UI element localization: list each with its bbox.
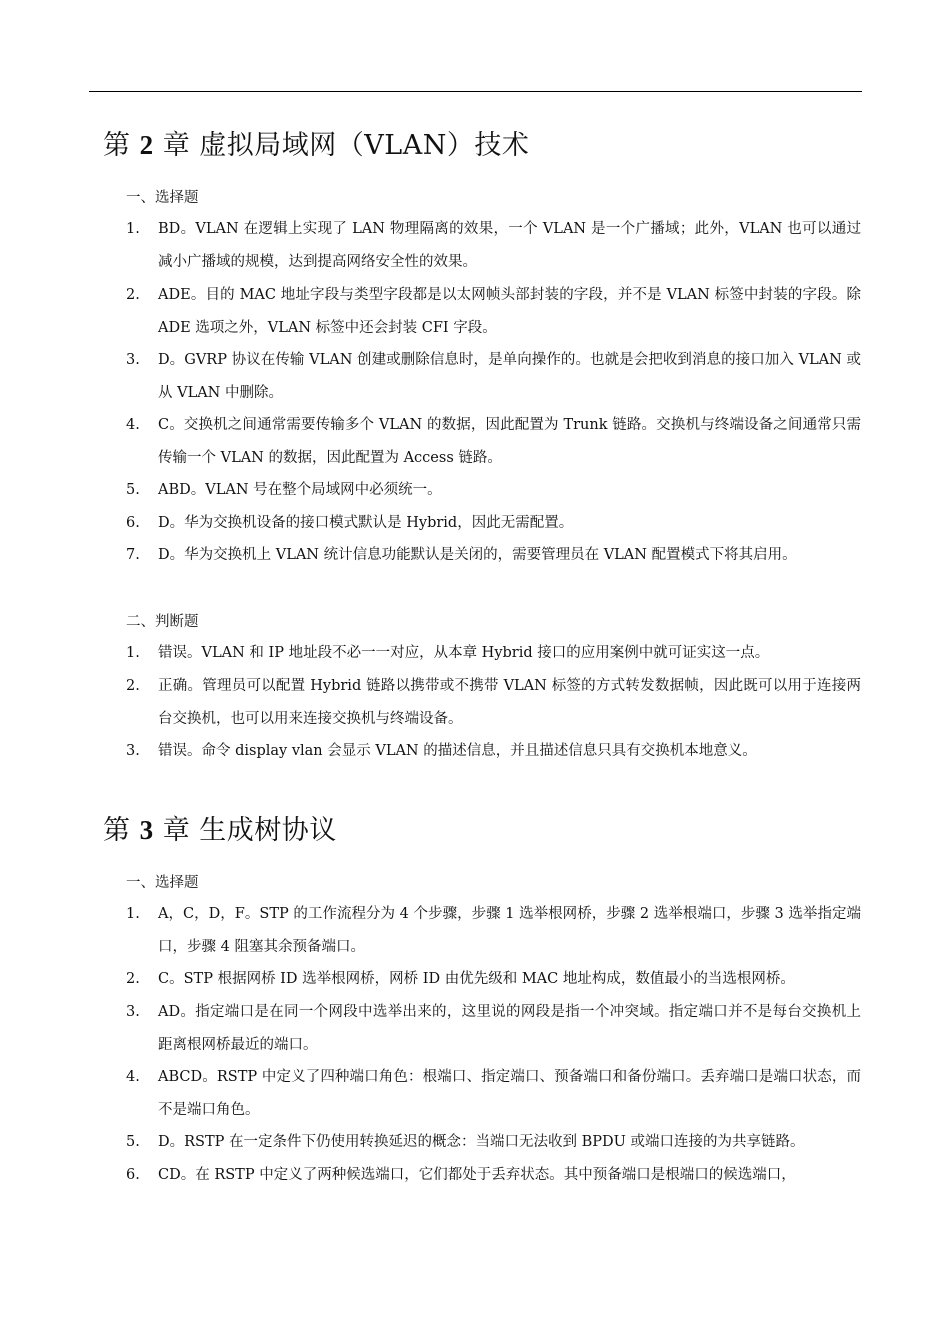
list-item <box>126 344 861 409</box>
item-text: D。华为交换机上 VLAN 统计信息功能默认是关闭的，需要管理员在 VLAN 配置模式下将其启用。 <box>158 547 797 563</box>
item-text: 错误。命令 display vlan 会显示 VLAN 的描述信息，并且描述信息只具有交换机本地意义。 <box>158 743 757 759</box>
chapter-number: 2 <box>139 130 154 160</box>
item-number: 3. <box>126 352 140 368</box>
item-number: 3. <box>126 1004 140 1020</box>
item-text: 正确。管理员可以配置 Hybrid 链路以携带或不携带 VLAN 标签的方式转发数据帧，因此既可以用于连接两台交换机，也可以用来连接交换机与终端设备。 <box>158 678 861 727</box>
item-text: ADE。目的 MAC 地址字段与类型字段都是以太网帧头部封装的字段，并不是 VLAN 标签中封装的字段。除 ADE 选项之外，VLAN 标签中还会封装 CFI 字段。 <box>158 287 861 336</box>
item-text: 错误。VLAN 和 IP 地址段不必一一对应，从本章 Hybrid 接口的应用案例中就可证实这一点。 <box>158 645 770 661</box>
list-item <box>126 507 861 540</box>
item-number: 5. <box>126 1134 140 1150</box>
item-number: 2. <box>126 287 140 303</box>
list-item <box>126 1126 861 1159</box>
chapter-title-text: 章 虚拟局域网（VLAN）技术 <box>162 130 530 161</box>
item-number: 7. <box>126 547 140 563</box>
item-text: A，C，D，F。STP 的工作流程分为 4 个步骤，步骤 1 选举根网桥，步骤 2 选举根端口，步骤 3 选举指定端口，步骤 4 阻塞其余预备端口。 <box>158 906 861 955</box>
header-rule <box>89 91 862 92</box>
item-number: 1. <box>126 645 140 661</box>
item-number: 5. <box>126 482 140 498</box>
section-heading: 一、选择题 <box>126 190 199 206</box>
list-item <box>126 898 861 963</box>
list-item <box>126 963 861 996</box>
list-item <box>126 409 861 474</box>
section-heading: 一、选择题 <box>126 875 199 891</box>
item-number: 2. <box>126 971 140 987</box>
item-text: ABCD。RSTP 中定义了四种端口角色：根端口、指定端口、预备端口和备份端口。丢弃端口是端口状态，而不是端口角色。 <box>158 1069 861 1118</box>
list-item <box>126 735 861 768</box>
item-text: ABD。VLAN 号在整个局域网中必须统一。 <box>158 482 442 498</box>
list-item <box>126 474 861 507</box>
item-text: C。交换机之间通常需要传输多个 VLAN 的数据，因此配置为 Trunk 链路。交换机与终端设备之间通常只需传输一个 VLAN 的数据，因此配置为 Access 链路。 <box>158 417 861 466</box>
item-number: 1. <box>126 221 140 237</box>
item-text: D。华为交换机设备的接口模式默认是 Hybrid，因此无需配置。 <box>158 515 574 531</box>
item-number: 6. <box>126 515 140 531</box>
list-item <box>126 539 861 572</box>
item-text: BD。VLAN 在逻辑上实现了 LAN 物理隔离的效果，一个 VLAN 是一个广播域；此外，VLAN 也可以通过减小广播域的规模，达到提高网络安全性的效果。 <box>158 221 861 270</box>
item-text: D。GVRP 协议在传输 VLAN 创建或删除信息时，是单向操作的。也就是会把收到消息的接口加入 VLAN 或从 VLAN 中删除。 <box>158 352 861 401</box>
chapter-title-text: 章 生成树协议 <box>162 815 337 846</box>
item-number: 2. <box>126 678 140 694</box>
list-item <box>126 670 861 735</box>
list-item <box>126 637 861 670</box>
item-text: AD。指定端口是在同一个网段中选举出来的，这里说的网段是指一个冲突域。指定端口并不是每台交换机上距离根网桥最近的端口。 <box>158 1004 861 1053</box>
item-number: 4. <box>126 1069 140 1085</box>
chapter-2-title <box>103 128 529 163</box>
chapter-title-prefix: 第 <box>103 815 131 846</box>
list-item <box>126 996 861 1061</box>
item-text: D。RSTP 在一定条件下仍使用转换延迟的概念：当端口无法收到 BPDU 或端口连接的为共享链路。 <box>158 1134 805 1150</box>
item-text: C。STP 根据网桥 ID 选举根网桥，网桥 ID 由优先级和 MAC 地址构成，数值最小的当选根网桥。 <box>158 971 795 987</box>
list-item <box>126 213 861 278</box>
chapter-title-prefix: 第 <box>103 130 131 161</box>
item-number: 1. <box>126 906 140 922</box>
item-text: CD。在 RSTP 中定义了两种候选端口，它们都处于丢弃状态。其中预备端口是根端口的候选端口， <box>158 1167 796 1183</box>
list-item <box>126 1159 861 1192</box>
list-item <box>126 1061 861 1126</box>
chapter-number: 3 <box>139 815 154 845</box>
item-number: 6. <box>126 1167 140 1183</box>
section-heading: 二、判断题 <box>126 614 199 630</box>
item-number: 3. <box>126 743 140 759</box>
list-item <box>126 279 861 344</box>
chapter-3-title <box>103 813 337 848</box>
item-number: 4. <box>126 417 140 433</box>
